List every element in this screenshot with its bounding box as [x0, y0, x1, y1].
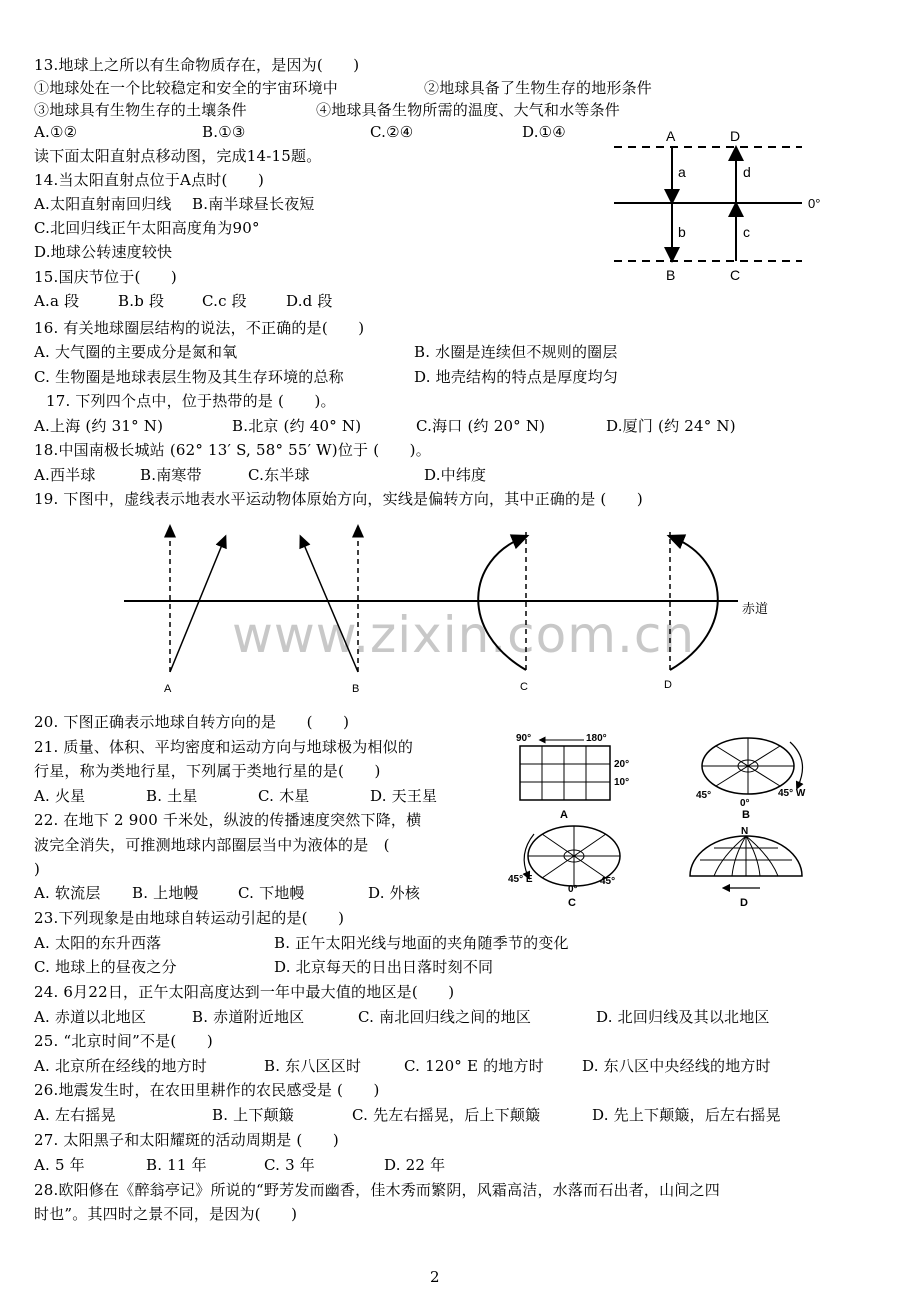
q14-choice-c: C.北回归线正午太阳高度角为90° — [34, 219, 260, 237]
label-point-a: A — [666, 128, 676, 144]
label-point-d: D — [730, 128, 741, 144]
q18-choice-d: D.中纬度 — [424, 466, 487, 484]
q22-choice-c: C. 下地幔 — [238, 884, 305, 902]
q14-stem: 14.当太阳直射点位于A点时( ) — [34, 171, 264, 189]
q27-stem: 27. 太阳黑子和太阳耀斑的活动周期是 ( ) — [34, 1131, 339, 1149]
label-seg-d: d — [743, 164, 751, 180]
fig20-d-hemisphere — [690, 836, 802, 888]
q28-line-2: 时也”。其四时之景不同，是因为( ) — [34, 1205, 298, 1223]
q20-stem: 20. 下图正确表示地球自转方向的是 ( ) — [34, 713, 350, 731]
q18-choice-a: A.西半球 — [34, 466, 96, 484]
label-seg-c: c — [743, 224, 750, 240]
q23-choice-b: B. 正午太阳光线与地面的夹角随季节的变化 — [274, 934, 569, 952]
fig20-c-45: 45° — [600, 876, 616, 887]
fig20-c-0: 0° — [568, 884, 578, 895]
q18-choice-c: C.东半球 — [248, 466, 310, 484]
q27-choice-b: B. 11 年 — [146, 1156, 207, 1174]
q13-stem: 13.地球上之所以有生命物质存在，是因为( ) — [34, 56, 360, 74]
q16-stem: 16. 有关地球圈层结构的说法，不正确的是( ) — [34, 319, 365, 337]
q21-line-2: 行星，称为类地行星，下列属于类地行星的是( ) — [34, 762, 381, 780]
q13-choice-d: D.①④ — [522, 123, 566, 141]
q23-choice-c: C. 地球上的昼夜之分 — [34, 958, 177, 976]
q27-choice-d: D. 22 年 — [384, 1156, 446, 1174]
q17-choice-b: B.北京 (约 40° N) — [232, 417, 362, 435]
fig20-a-grid — [520, 740, 610, 800]
q14-choice-d: D.地球公转速度较快 — [34, 243, 173, 261]
label-point-b: B — [666, 267, 676, 283]
q15-choice-b: B.b 段 — [118, 292, 165, 310]
fig20-label-b: B — [742, 809, 750, 821]
q13-option-3: ③地球具有生物生存的土壤条件 — [34, 101, 247, 119]
q26-choice-c: C. 先左右摇晃，后上下颠簸 — [352, 1106, 541, 1124]
watermark: www.zixin.com.cn — [232, 606, 696, 664]
q13-choice-a: A.①② — [34, 123, 78, 141]
fig19-label-a: A — [164, 683, 172, 695]
q22-choice-a: A. 软流层 — [34, 884, 101, 902]
q13-option-1: ①地球处在一个比较稳定和安全的宇宙环境中 — [34, 79, 339, 97]
figure-rotation — [500, 730, 820, 910]
fig19-c-deflected — [478, 538, 526, 670]
q24-stem: 24. 6月22日，正午太阳高度达到一年中最大值的地区是( ) — [34, 983, 455, 1001]
fig20-d-n: N — [741, 826, 749, 837]
equator-label: 赤道 — [742, 602, 769, 617]
fig20-label-c: C — [568, 897, 576, 909]
fig20-label-d: D — [740, 897, 748, 909]
q26-choice-a: A. 左右摇晃 — [34, 1106, 116, 1124]
q17-stem: 17. 下列四个点中，位于热带的是 ( )。 — [46, 392, 336, 410]
fig20-label-a: A — [560, 809, 568, 821]
q13-option-2: ②地球具备了生物生存的地形条件 — [424, 79, 653, 97]
q25-stem: 25. “北京时间”不是( ) — [34, 1032, 213, 1050]
q27-choice-a: A. 5 年 — [34, 1156, 85, 1174]
fig19-label-b: B — [352, 683, 360, 695]
q22-choice-d: D. 外核 — [368, 884, 421, 902]
q24-choice-a: A. 赤道以北地区 — [34, 1008, 147, 1026]
q27-choice-c: C. 3 年 — [264, 1156, 315, 1174]
page-number: 2 — [430, 1268, 440, 1286]
label-equator-0: 0° — [808, 196, 821, 211]
q23-choice-a: A. 太阳的东升西落 — [34, 934, 162, 952]
fig20-c-45e: 45° E — [508, 874, 533, 885]
q25-choice-a: A. 北京所在经线的地方时 — [34, 1057, 207, 1075]
q21-line-1: 21. 质量、体积、平均密度和运动方向与地球极为相似的 — [34, 738, 414, 756]
q24-choice-b: B. 赤道附近地区 — [192, 1008, 305, 1026]
fig19-label-d: D — [664, 679, 672, 691]
label-point-c: C — [730, 267, 741, 283]
fig19-a-deflected — [170, 540, 224, 672]
q18-choice-b: B.南寒带 — [140, 466, 202, 484]
q17-choice-c: C.海口 (约 20° N) — [416, 417, 546, 435]
q23-stem: 23.下列现象是由地球自转运动引起的是( ) — [34, 909, 345, 927]
q21-choice-a: A. 火星 — [34, 787, 86, 805]
q15-stem: 15.国庆节位于( ) — [34, 268, 177, 286]
q17-choice-a: A.上海 (约 31° N) — [34, 417, 164, 435]
fig19-d-deflected — [670, 538, 718, 670]
figure-subsolar-movement — [600, 125, 840, 285]
q21-choice-c: C. 木星 — [258, 787, 310, 805]
q14-choice-a: A.太阳直射南回归线 — [34, 195, 172, 213]
q15-choice-a: A.a 段 — [34, 292, 80, 310]
intro-14-15: 读下面太阳直射点移动图，完成14-15题。 — [34, 147, 322, 165]
q16-choice-a: A. 大气圈的主要成分是氮和氧 — [34, 343, 238, 361]
q13-option-4: ④地球具备生物所需的温度、大气和水等条件 — [316, 101, 621, 119]
q28-line-1: 28.欧阳修在《醉翁亭记》所说的“野芳发而幽香，佳木秀而繁阴，风霜高洁，水落而石出者，山间之四 — [34, 1181, 720, 1199]
q21-choice-b: B. 土星 — [146, 787, 198, 805]
q22-line-3: ) — [34, 860, 41, 878]
fig20-b-0: 0° — [740, 798, 750, 809]
q25-choice-d: D. 东八区中央经线的地方时 — [582, 1057, 771, 1075]
label-seg-b: b — [678, 224, 686, 240]
q24-choice-d: D. 北回归线及其以北地区 — [596, 1008, 770, 1026]
fig19-b-deflected — [302, 540, 358, 672]
q21-choice-d: D. 天王星 — [370, 787, 438, 805]
q26-stem: 26.地震发生时，在农田里耕作的农民感受是 ( ) — [34, 1081, 380, 1099]
fig20-a-10: 10° — [614, 777, 630, 788]
fig20-a-90: 90° — [516, 733, 532, 744]
fig20-a-180: 180° — [586, 733, 607, 744]
q18-stem: 18.中国南极长城站 (62° 13′ S, 58° 55′ W)位于 ( )。 — [34, 441, 431, 459]
q23-choice-d: D. 北京每天的日出日落时刻不同 — [274, 958, 494, 976]
q13-choice-c: C.②④ — [370, 123, 414, 141]
label-seg-a: a — [678, 164, 686, 180]
q26-choice-b: B. 上下颠簸 — [212, 1106, 294, 1124]
q17-choice-d: D.厦门 (约 24° N) — [606, 417, 736, 435]
figure-deflection — [118, 520, 798, 700]
fig20-b-45-left: 45° — [696, 790, 712, 801]
q15-choice-c: C.c 段 — [202, 292, 247, 310]
q13-choice-b: B.①③ — [202, 123, 246, 141]
q22-line-1: 22. 在地下 2 900 千米处，纵波的传播速度突然下降，横 — [34, 811, 422, 829]
q26-choice-d: D. 先上下颠簸，后左右摇晃 — [592, 1106, 781, 1124]
q19-stem: 19. 下图中，虚线表示地表水平运动物体原始方向，实线是偏转方向，其中正确的是 ( ) — [34, 490, 643, 508]
q16-choice-b: B. 水圈是连续但不规则的圈层 — [414, 343, 618, 361]
fig19-label-c: C — [520, 681, 528, 693]
q14-choice-b: B.南半球昼长夜短 — [192, 195, 315, 213]
fig20-b-45w: 45° W — [778, 788, 806, 799]
fig20-a-20: 20° — [614, 759, 630, 770]
q22-line-2: 波完全消失，可推测地球内部圈层当中为液体的是 ( — [34, 836, 390, 854]
q25-choice-b: B. 东八区区时 — [264, 1057, 362, 1075]
q16-choice-d: D. 地壳结构的特点是厚度均匀 — [414, 368, 619, 386]
q22-choice-b: B. 上地幔 — [132, 884, 199, 902]
q25-choice-c: C. 120° E 的地方时 — [404, 1057, 544, 1075]
q16-choice-c: C. 生物圈是地球表层生物及其生存环境的总称 — [34, 368, 344, 386]
q24-choice-c: C. 南北回归线之间的地区 — [358, 1008, 532, 1026]
q15-choice-d: D.d 段 — [286, 292, 333, 310]
fig20-b-polar — [702, 738, 803, 794]
